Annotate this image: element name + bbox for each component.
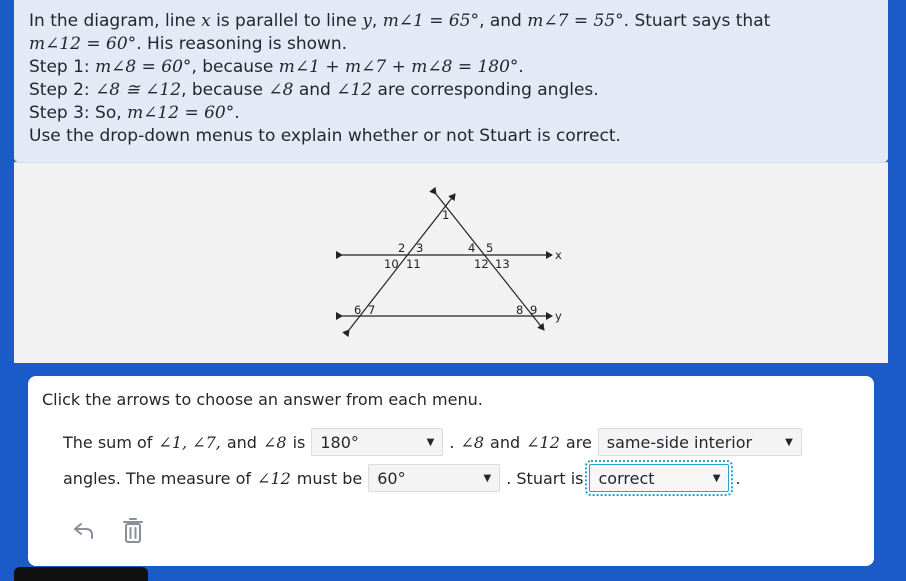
sum-dropdown[interactable] xyxy=(311,428,443,456)
dropdown-value: 180° xyxy=(320,432,359,452)
math-angle-12: m∠12 = 60° xyxy=(29,34,137,54)
math-angle-12: ∠12 xyxy=(336,80,373,100)
dropdown-value: same-side interior xyxy=(606,432,753,452)
answer-text: The sum of xyxy=(63,432,153,452)
question-text: . His reasoning is shown. xyxy=(136,34,348,54)
math-angle-8: ∠8 xyxy=(268,80,294,100)
dropdown-arrow-icon[interactable]: ▼ xyxy=(712,472,721,484)
angle-label-3: 3 xyxy=(416,241,424,255)
correctness-dropdown[interactable] xyxy=(589,464,729,492)
question-text: . xyxy=(518,57,524,77)
math-angle-1: m∠1 = 65° xyxy=(382,11,480,31)
angle-label-2: 2 xyxy=(398,241,406,255)
transversal-right xyxy=(436,194,544,330)
dropdown-value: 60° xyxy=(377,468,406,488)
answer-text: is xyxy=(292,432,306,452)
answer-text: and xyxy=(226,432,257,452)
step-2 xyxy=(29,79,874,102)
question-text: , because xyxy=(181,80,269,100)
step-3 xyxy=(29,102,874,125)
question-text: , because xyxy=(191,57,279,77)
angle-label-10: 10 xyxy=(384,257,399,271)
line-y-label: y xyxy=(555,309,562,323)
answer-row-1 xyxy=(63,428,808,456)
answer-text: . xyxy=(735,468,741,488)
question-text: , and xyxy=(479,11,528,31)
angle-label-6: 6 xyxy=(354,303,362,317)
answer-text: angles. The measure of xyxy=(63,468,252,488)
angle-label-1: 1 xyxy=(442,208,450,222)
angle-label-8: 8 xyxy=(516,303,524,317)
angle-label-5: 5 xyxy=(486,241,494,255)
math-angle-12: m∠12 = 60° xyxy=(127,103,235,123)
answer-card xyxy=(28,376,874,566)
math-angle-8: ∠8 xyxy=(262,432,287,452)
math-x: x xyxy=(201,11,211,31)
angle-label-4: 4 xyxy=(468,241,476,255)
diagram-panel xyxy=(14,162,888,363)
angle-label-7: 7 xyxy=(368,303,376,317)
answer-text: are xyxy=(565,432,592,452)
math-sum: m∠1 + m∠7 + m∠8 = 180° xyxy=(278,57,519,77)
step-label: Step 1: xyxy=(29,57,96,77)
math-y: y xyxy=(362,11,372,31)
math-angle-8: ∠8 xyxy=(460,432,485,452)
question-panel xyxy=(14,0,888,162)
answer-tools xyxy=(72,516,144,544)
question-text: and xyxy=(293,80,337,100)
dropdown-arrow-icon[interactable]: ▼ xyxy=(483,472,492,484)
bottom-tab[interactable] xyxy=(14,567,148,581)
undo-icon[interactable] xyxy=(72,519,96,541)
math-angle-7: m∠7 = 55° xyxy=(527,11,624,31)
question-text: Use the drop-down menus to explain whether or not Stuart is correct. xyxy=(29,126,621,146)
angle-label-13: 13 xyxy=(495,257,510,271)
question-text: . Stuart says that xyxy=(623,11,771,31)
math-angle-12: ∠12 xyxy=(257,468,291,488)
instruction-line xyxy=(29,125,874,148)
line-x-label: x xyxy=(555,248,562,262)
question-text: . xyxy=(234,103,240,123)
parallel-lines-diagram xyxy=(14,163,888,363)
angle-label-12: 12 xyxy=(474,257,489,271)
angle-label-11: 11 xyxy=(406,257,421,271)
math-angles: ∠1, ∠7, xyxy=(158,432,221,452)
question-text: is parallel to line xyxy=(210,11,363,31)
answer-text: . Stuart is xyxy=(506,468,584,488)
answer-text: must be xyxy=(296,468,363,488)
math-angle-8: m∠8 = 60° xyxy=(95,57,192,77)
dropdown-arrow-icon[interactable]: ▼ xyxy=(785,436,793,448)
dropdown-arrow-icon[interactable]: ▼ xyxy=(426,436,435,448)
angle-label-9: 9 xyxy=(530,303,538,317)
dropdown-value: correct xyxy=(598,468,655,488)
math-congruent: ∠8 ≅ ∠12 xyxy=(95,80,182,100)
question-line-2 xyxy=(29,33,874,56)
trash-icon[interactable] xyxy=(122,516,144,544)
answer-text: and xyxy=(490,432,521,452)
math-angle-12: ∠12 xyxy=(526,432,560,452)
answer-text: . xyxy=(449,432,455,452)
question-line-1 xyxy=(29,10,874,33)
answer-row-2 xyxy=(63,464,747,492)
step-label: Step 3: So, xyxy=(29,103,128,123)
step-1 xyxy=(29,56,874,79)
question-text: , xyxy=(371,11,383,31)
question-text: are corresponding angles. xyxy=(372,80,599,100)
transversal-left xyxy=(349,194,455,330)
measure-dropdown[interactable] xyxy=(368,464,500,492)
answer-instruction: Click the arrows to choose an answer from each menu. xyxy=(42,390,483,409)
step-label: Step 2: xyxy=(29,80,96,100)
question-text: In the diagram, line xyxy=(29,11,202,31)
angle-type-dropdown[interactable] xyxy=(598,428,802,456)
